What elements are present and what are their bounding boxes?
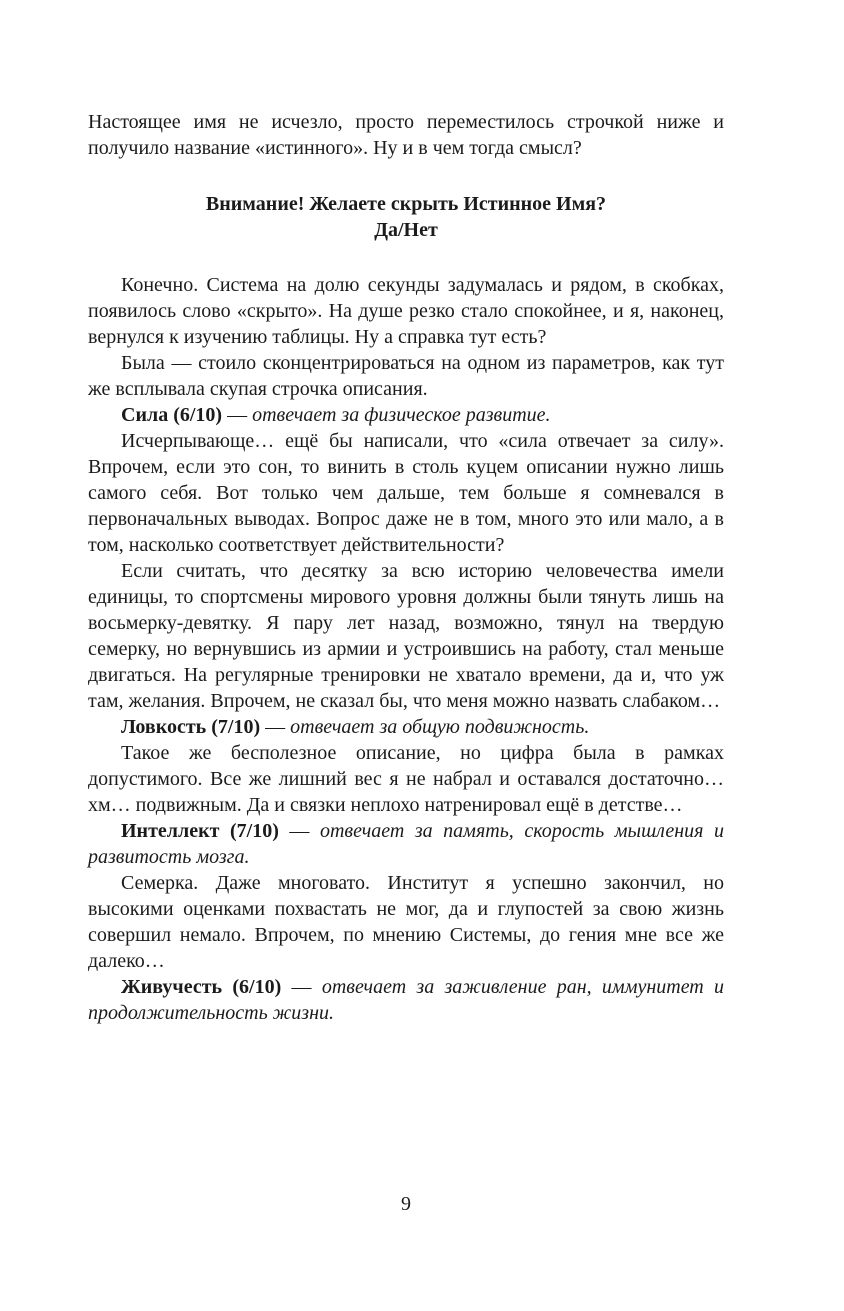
stat-line-agility (88, 714, 724, 740)
paragraph-opening: Настоящее имя не исчезло, просто переместилось строчкой ниже и получило название «истинного». Ну и в чем тогда смысл? (88, 111, 724, 159)
paragraph-strength-comment-2: Если считать, что десятку за всю историю человечества имели единицы, то спортсмены мирового уровня должны были тянуть лишь на восьмерку-девятку. Я пару лет назад, возможно, тянул на твердую семерку, но вернувшись из армии и устроившись на работу, стал меньше двигаться. На регулярные тренировки не хватало времени, да и, что уж там, желания. Впрочем, не сказал бы, что меня можно назвать слабаком… (88, 560, 724, 712)
stat-intellect-description: отвечает за память, скорость мышления и развитость мозга. (88, 820, 725, 868)
paragraph-intellect-comment: Семерка. Даже многовато. Институт я успешно закончил, но высокими оценками похвастать не мог, да и глупостей за свою жизнь совершил немало. Впрочем, по мнению Системы, до гения мне все же далеко… (88, 872, 724, 972)
stat-strength-dash: — (227, 404, 248, 426)
stat-strength-name: Сила (6/10) (121, 404, 223, 426)
stat-vitality-dash: — (291, 976, 312, 998)
stat-line-intellect (88, 818, 724, 870)
stat-vitality-description: отвечает за заживление ран, иммунитет и продолжительность жизни. (88, 976, 725, 1024)
stat-agility-name: Ловкость (7/10) (121, 716, 261, 738)
stat-vitality-name: Живучесть (6/10) (121, 976, 282, 998)
system-message (88, 191, 724, 243)
paragraph-reply: Конечно. Система на долю секунды задумалась и рядом, в скобках, появилось слово «скрыто». На душе резко стало спокойнее, и я, наконец, вернулся к изучению таблицы. Ну а справка тут есть? (88, 274, 724, 348)
paragraph-agility-comment: Такое же бесполезное описание, но цифра была в рамках допустимого. Все же лишний вес я не набрал и оставался достаточно… хм… подвижным. Да и связки неплохо натренировал ещё в детстве… (88, 742, 724, 816)
stat-intellect-name: Интеллект (7/10) (121, 820, 279, 842)
stat-strength-description: отвечает за физическое развитие. (252, 404, 551, 426)
system-message-options: Да/Нет (374, 219, 438, 241)
stat-agility-description: отвечает за общую подвижность. (290, 716, 590, 738)
system-message-question: Внимание! Желаете скрыть Истинное Имя? (205, 193, 607, 215)
stat-line-strength (88, 402, 724, 428)
page-number: 9 (401, 1193, 411, 1215)
stat-line-vitality (88, 974, 724, 1026)
paragraph-strength-comment-1: Исчерпывающе… ещё бы написали, что «сила отвечает за силу». Впрочем, если это сон, то винить в столь куцем описании нужно лишь самого себя. Вот только чем дальше, тем больше я сомневался в первоначальных выводах. Вопрос даже не в том, много это или мало, а в том, насколько соответствует действительности? (88, 430, 724, 556)
stat-intellect-dash: — (289, 820, 310, 842)
stat-agility-dash: — (265, 716, 286, 738)
text-column (88, 109, 724, 1026)
paragraph-help: Была — стоило сконцентрироваться на одном из параметров, как тут же всплывала скупая строчка описания. (88, 352, 724, 400)
